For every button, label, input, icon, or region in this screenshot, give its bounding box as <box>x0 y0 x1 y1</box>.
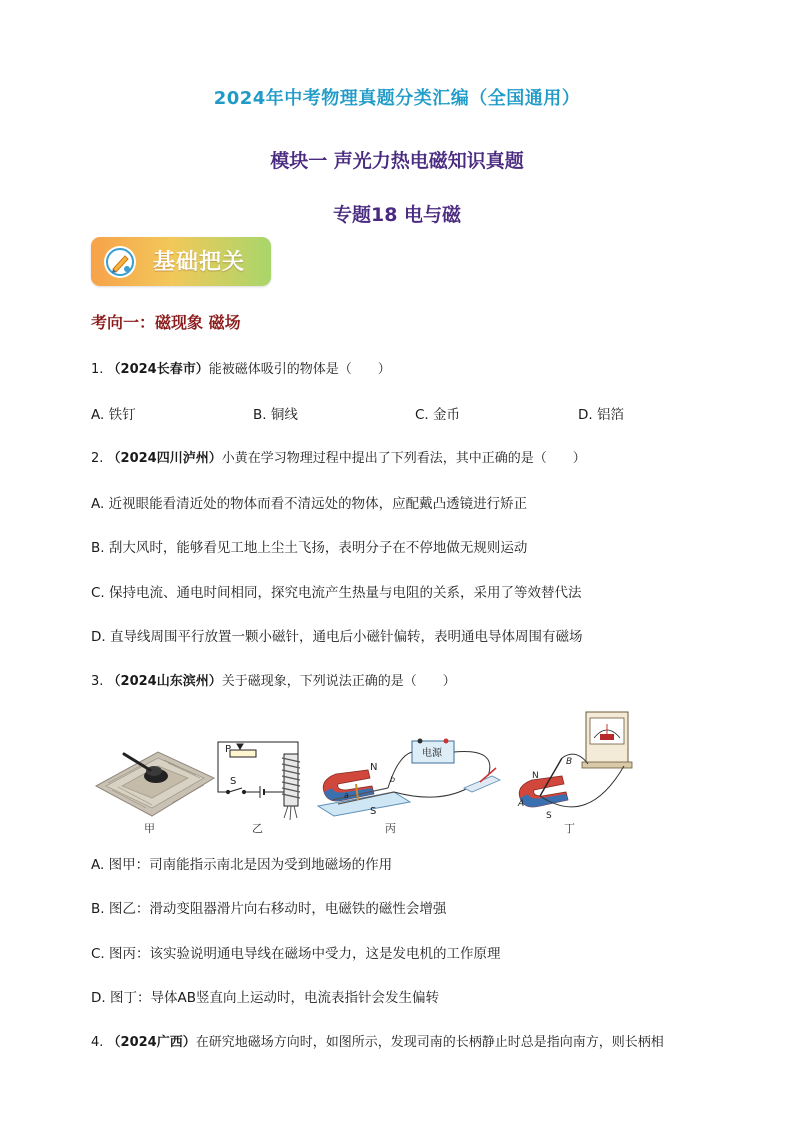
question-number: 3. <box>91 674 104 689</box>
topic-title-clip <box>0 196 794 226</box>
rheostat-label-p: P <box>225 744 232 755</box>
sinan-compass-illustration <box>96 752 214 816</box>
q3-option-c: C. 图丙：该实验说明通电导线在磁场中受力，这是发电机的工作原理 <box>91 946 501 962</box>
q1-option-b: B. 铜线 <box>253 407 298 423</box>
question-number: 2. <box>91 451 104 466</box>
induction-apparatus <box>519 712 632 807</box>
figure-caption-jia: 甲 <box>144 822 155 835</box>
q3-option-d: D. 图丁：导体AB竖直向上运动时，电流表指针会发生偏转 <box>91 990 439 1006</box>
q2-option-c: C. 保持电流、通电时间相同，探究电流产生热量与电阻的关系，采用了等效替代法 <box>91 585 582 601</box>
q1-option-c: C. 金币 <box>415 407 461 423</box>
motor-principle-apparatus <box>318 739 500 817</box>
q3-figure <box>88 708 648 840</box>
question-source: （2024广西） <box>107 1035 196 1050</box>
question-text: 小黄在学习物理过程中提出了下列看法，其中正确的是（ ） <box>221 451 586 466</box>
figure-caption-ding: 丁 <box>564 822 575 835</box>
power-supply-label: 电源 <box>422 748 442 759</box>
q2-option-b: B. 刮大风时，能够看见工地上尘土飞扬，表明分子在不停地做无规则运动 <box>91 540 528 556</box>
pen-in-circle-icon <box>103 245 137 279</box>
topic-title: 专题18 电与磁 <box>332 204 462 226</box>
question-text: 关于磁现象，下列说法正确的是（ ） <box>221 674 456 689</box>
question-source: （2024山东滨州） <box>107 674 222 689</box>
conductor-label-b: B <box>566 757 573 767</box>
magnet-label-n-2: N <box>532 771 539 781</box>
magnet-label-s: S <box>370 806 377 817</box>
module-title: 模块一 声光力热电磁知识真题 <box>270 150 524 172</box>
magnet-label-s-2: S <box>546 811 552 821</box>
question-number: 1. <box>91 362 104 377</box>
conductor-label-a: A <box>518 799 525 809</box>
rail-label-a: a <box>344 791 349 800</box>
figure-caption-yi: 乙 <box>252 822 263 835</box>
question-text: 在研究地磁场方向时，如图所示，发现司南的长柄静止时总是指向南方，则长柄相 <box>195 1035 664 1050</box>
q3-option-b: B. 图乙：滑动变阻器滑片向右移动时，电磁铁的磁性会增强 <box>91 901 447 917</box>
rail-label-b: b <box>390 775 396 784</box>
q1-option-a: A. 铁钉 <box>91 407 136 423</box>
question-2 <box>91 450 586 468</box>
question-source: （2024四川泸州） <box>107 451 222 466</box>
question-1 <box>91 361 391 379</box>
section-heading: 考向一：磁现象 磁场 <box>91 313 241 332</box>
q2-option-a: A. 近视眼能看清近处的物体而看不清远处的物体，应配戴凸透镜进行矫正 <box>91 496 528 512</box>
section-badge <box>91 237 271 286</box>
q3-option-a: A. 图甲：司南能指示南北是因为受到地磁场的作用 <box>91 857 393 873</box>
badge-label: 基础把关 <box>153 250 246 275</box>
q2-option-d: D. 直导线周围平行放置一颗小磁针，通电后小磁针偏转，表明通电导体周围有磁场 <box>91 629 583 645</box>
question-source: （2024长春市） <box>107 362 209 377</box>
question-text: 能被磁体吸引的物体是（ ） <box>208 362 391 377</box>
q1-option-d: D. 铝箔 <box>578 407 624 423</box>
question-4 <box>91 1034 664 1052</box>
question-number: 4. <box>91 1035 104 1050</box>
document-main-title: 2024年中考物理真题分类汇编（全国通用） <box>213 88 581 109</box>
question-3 <box>91 673 456 691</box>
magnet-label-n: N <box>370 762 378 773</box>
figure-caption-bing: 丙 <box>385 822 396 835</box>
switch-label-s: S <box>230 776 237 787</box>
